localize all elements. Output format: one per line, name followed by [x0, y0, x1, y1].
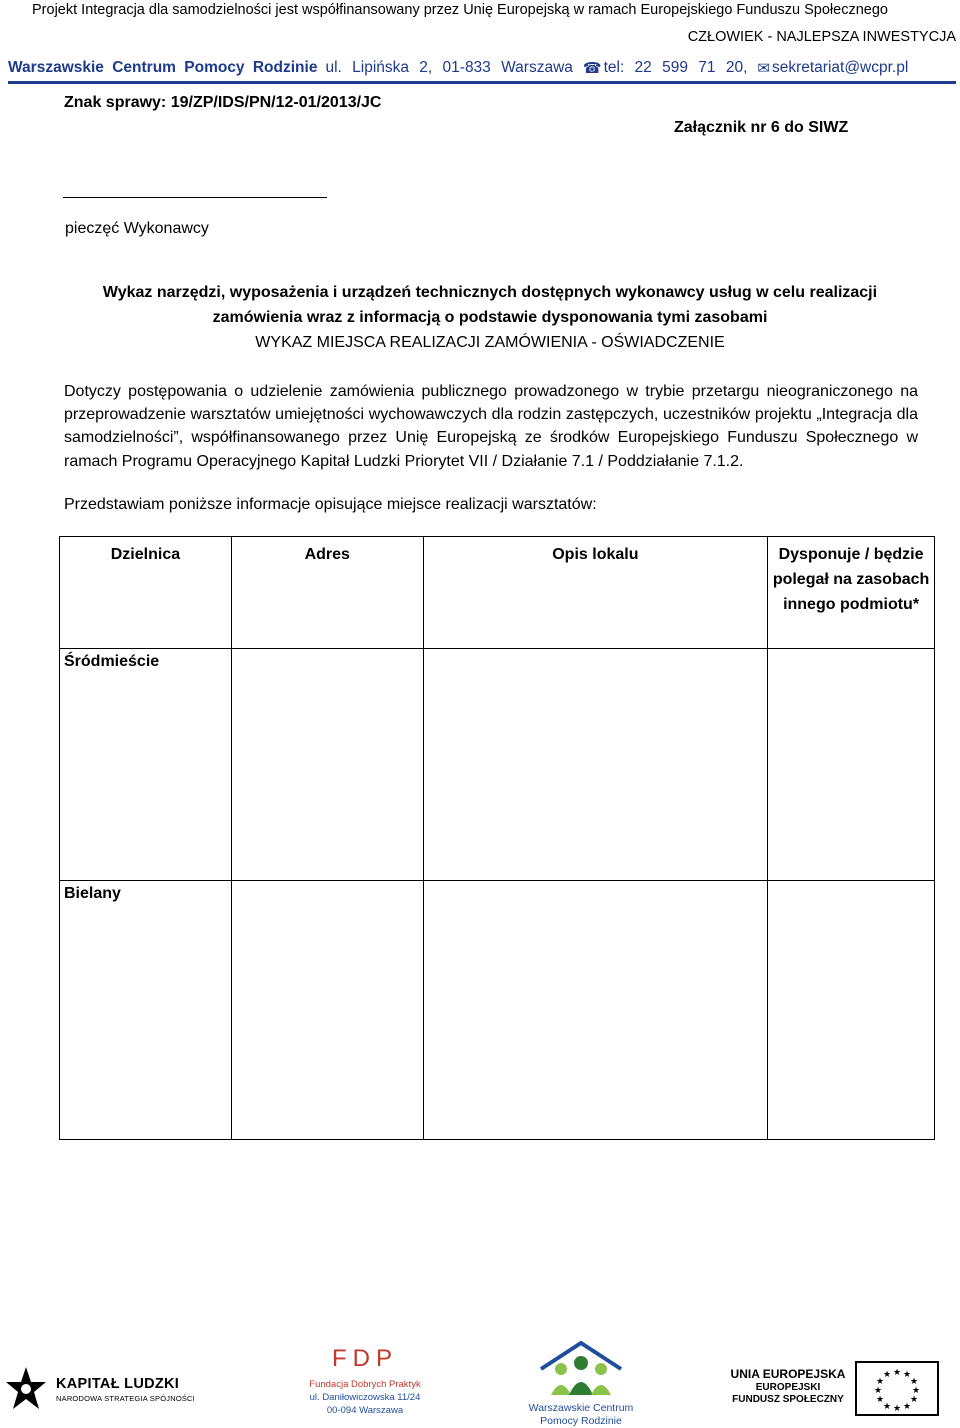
table-row — [60, 881, 935, 1140]
svg-text:★: ★ — [882, 1370, 892, 1380]
project-banner — [32, 2, 888, 18]
seal-line — [63, 197, 327, 198]
cell-district: Śródmieście — [60, 649, 232, 881]
eu-flag-icon — [855, 1361, 939, 1416]
fdp-city: 00-094 Warszawa — [326, 1405, 404, 1416]
banner-text-start: Projekt — [32, 2, 82, 18]
svg-text:★: ★ — [875, 1395, 885, 1405]
org-email[interactable]: sekretariat@wcpr.pl — [771, 59, 909, 76]
eu-label — [728, 1367, 848, 1405]
svg-text:★: ★ — [911, 1386, 921, 1396]
org-address: ul. Lipińska 2, 01-833 Warszawa — [325, 59, 573, 76]
cell-disposal[interactable] — [768, 649, 935, 881]
svg-text:★: ★ — [902, 1370, 912, 1380]
cell-description[interactable] — [423, 649, 767, 881]
banner-text-end: jest współfinansowany przez Unię Europejską w ramach Europejskiego Funduszu Społecznego — [271, 2, 888, 18]
case-number: Znak sprawy: 19/ZP/IDS/PN/12-01/2013/JC — [64, 94, 382, 111]
slogan: CZŁOWIEK - NAJLEPSZA INWESTYCJA — [687, 29, 956, 45]
document-title — [40, 280, 940, 355]
eu-line-2: EUROPEJSKI — [755, 1382, 821, 1393]
footer-logos — [0, 1335, 960, 1427]
title-line-1: Wykaz narzędzi, wyposażenia i urządzeń technicznych dostępnych wykonawcy usług w celu realizacji — [102, 284, 878, 301]
fdp-mark: FDP — [332, 1345, 398, 1372]
header-address: Adres — [231, 537, 423, 649]
org-contact-bar — [8, 55, 956, 84]
kapital-ludzki-logo — [6, 1365, 195, 1413]
table-intro: Przedstawiam poniższe informacje opisujące miejsce realizacji warsztatów: — [64, 496, 597, 513]
cell-address[interactable] — [231, 881, 423, 1140]
cell-district: Bielany — [60, 881, 232, 1140]
svg-text:★: ★ — [892, 1368, 902, 1378]
org-phone: tel: 22 599 71 20, — [603, 59, 748, 76]
svg-text:★: ★ — [909, 1377, 919, 1387]
eu-line-3: FUNDUSZ SPOŁECZNY — [732, 1394, 844, 1405]
svg-text:★: ★ — [902, 1402, 912, 1412]
kl-title: KAPITAŁ LUDZKI — [56, 1375, 180, 1392]
org-name: Warszawskie Centrum Pomocy Rodzinie — [8, 59, 318, 76]
fdp-name: Fundacja Dobrych Praktyk — [309, 1379, 421, 1390]
eu-stars-icon — [857, 1363, 937, 1414]
annex-label: Załącznik nr 6 do SIWZ — [674, 119, 849, 136]
table-header-row — [60, 537, 935, 649]
locations-table — [59, 536, 935, 1140]
svg-text:★: ★ — [892, 1404, 902, 1414]
wcpr-name: Warszawskie Centrum Pomocy Rodzinie — [528, 1402, 634, 1427]
fdp-street: ul. Daniłowiczowska 11/24 — [309, 1392, 421, 1403]
header-district: Dzielnica — [60, 537, 232, 649]
fdp-logo — [308, 1345, 422, 1416]
svg-text:★: ★ — [909, 1395, 919, 1405]
cell-description[interactable] — [423, 881, 767, 1140]
wcpr-logo — [524, 1339, 638, 1428]
table-row — [60, 649, 935, 881]
wcpr-house-icon — [533, 1339, 629, 1397]
seal-label: pieczęć Wykonawcy — [65, 220, 209, 237]
title-line-3: WYKAZ MIEJSCA REALIZACJI ZAMÓWIENIA - OŚWIADCZENIE — [255, 334, 725, 351]
eu-line-1: UNIA EUROPEJSKA — [730, 1367, 846, 1381]
svg-text:★: ★ — [873, 1386, 883, 1396]
phone-icon: ☎ — [582, 60, 602, 77]
svg-text:★: ★ — [882, 1402, 892, 1412]
header-description: Opis lokalu — [423, 537, 767, 649]
cell-disposal[interactable] — [768, 881, 935, 1140]
header-disposal: Dysponuje / będzie polegał na zasobach innego podmiotu* — [768, 537, 935, 649]
mail-icon: ✉ — [757, 60, 770, 77]
banner-project-name: Integracja dla samodzielności — [81, 2, 272, 18]
kl-subtitle: NARODOWA STRATEGIA SPÓJNOŚCI — [56, 1393, 195, 1403]
intro-paragraph: Dotyczy postępowania o udzielenie zamówienia publicznego prowadzonego w trybie przetargu nieograniczonego na przeprowadzenie warsztatów umiejętności wychowawczych dla rodzin zastępczych, uczestników projektu „Integracja dla samodzielności”, współfinansowanego przez Unię Europejską ze środków Europejskiego Funduszu Społecznego w ramach Programu Operacyjnego Kapitał Ludzki Priorytet VII / Działanie 7.1 / Poddziałanie 7.1.2. — [64, 383, 918, 470]
title-line-2: zamówienia wraz z informacją o podstawie dysponowania tymi zasobami — [212, 309, 768, 326]
cell-address[interactable] — [231, 649, 423, 881]
kl-star-icon — [6, 1365, 46, 1413]
svg-text:★: ★ — [875, 1377, 885, 1387]
